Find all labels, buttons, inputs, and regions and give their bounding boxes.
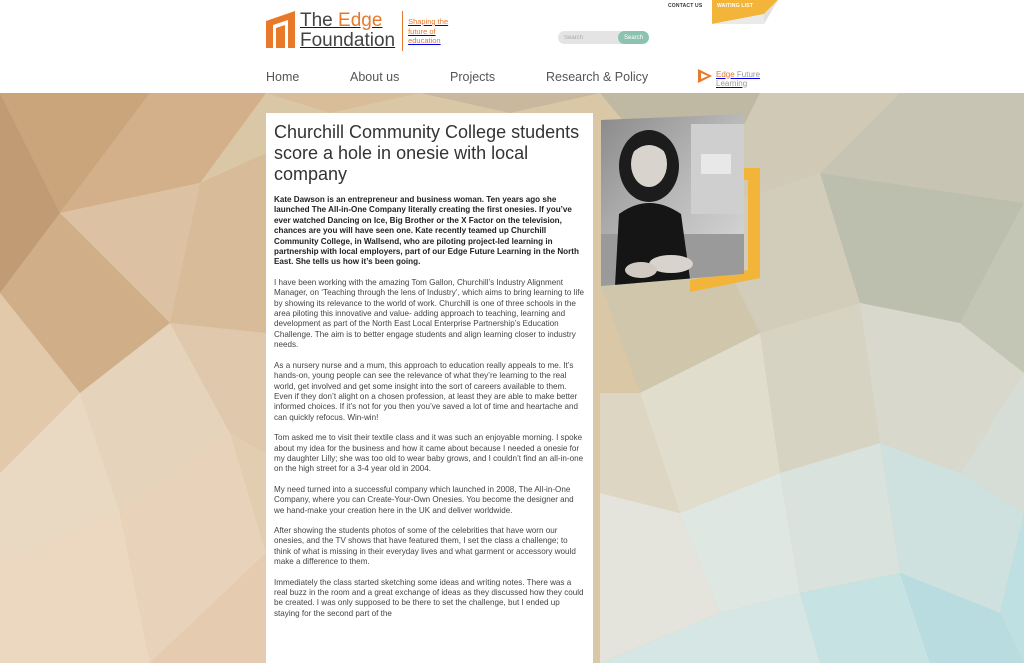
waiting-list-label: WAITING LIST <box>717 3 754 9</box>
author-photo <box>601 114 744 286</box>
efl-play-icon <box>697 68 713 89</box>
article-intro: Kate Dawson is an entrepreneur and business woman. Ten years ago she launched The All-in-One Company literally creating the first onesies. If you’ve ever watched Dancing on Ice, Big Brother or the X Factor on the television, chances are you will have seen one. Kate recently teamed up Churchill Community College, in Wallsend, who are piloting project-led learning in partnership with local employers, part of our Edge Future Learning in the North East. She tells us how it’s been going. <box>274 195 579 267</box>
contact-us-link[interactable]: CONTACT US <box>668 3 703 9</box>
site-tagline: Shaping the future of education <box>408 17 449 45</box>
article-panel <box>266 113 593 663</box>
search-input[interactable] <box>558 31 624 44</box>
nav-home[interactable]: Home <box>266 70 300 84</box>
article-paragraph: Tom asked me to visit their textile class and it was such an enjoyable morning. I spoke about my idea for the business and how it came about because I needed a onesie for my daughter Lilly; she was too old to wear baby grows, and I couldn’t find an all-in-one on the high street for a 3-4 year old in 2004. <box>274 433 584 474</box>
article-paragraph: I have been working with the amazing Tom Gallon, Churchill’s Industry Alignment Manager, on ‘Teaching through the lens of Industry’, which aims to bring learning to life by showing its relevance to the world of work. Churchill is one of three schools in the area piloting this innovative and value- adding approach to teaching, learning and development as part of the North East Local Enterprise Partnership’s Education Challenge. The aim is to better engage students and align learning closer to industry needs. <box>274 277 584 350</box>
site-header <box>0 0 1024 93</box>
site-logo[interactable] <box>266 11 460 51</box>
search-form <box>558 31 649 44</box>
logo-divider <box>402 11 403 51</box>
logo-wordmark: The Edge Foundation <box>300 10 396 51</box>
kate-dawson-portrait <box>601 114 744 286</box>
nav-projects[interactable]: Projects <box>450 70 496 84</box>
nav-research-policy[interactable]: Research & Policy <box>546 70 649 84</box>
efl-wordmark: Edge Future Learning <box>716 69 761 88</box>
nav-about-us[interactable]: About us <box>350 70 400 84</box>
search-button[interactable]: Search <box>618 31 649 44</box>
edge-future-learning-link[interactable] <box>697 68 760 89</box>
article-paragraph: My need turned into a successful company which launched in 2008, The All-in-One Company, where you can Create-Your-Own Onesies. You become the designer and we hand-make your creation here in the UK and deliver worldwide. <box>274 484 574 515</box>
article-paragraph: As a nursery nurse and a mum, this approach to education really appeals to me. It’s hands-on, young people can see the relevance of what they’re learning to the real world, get involved and get some insight into the sort of careers available to them. Even if they don’t alight on a chosen profession, at least they are able to make better informed choices. If it’s not for you then you’ve saved a lot of time and heartache and can quickly refocus. Win-win! <box>274 360 578 422</box>
main-nav <box>0 70 1024 86</box>
article-paragraph: Immediately the class started sketching some ideas and writing notes. There was a real buzz in the room and a great exchange of ideas as they discussed how they could be created. I was only supposed to be there to set the challenge, but I ended up staying for the second part of the <box>274 577 584 618</box>
article-paragraph: After showing the students photos of some of the celebrities that have worn our onesies, and the TV shows that have featured them, I set the class a challenge; to think of what is missing in their everyday lives and what garment or accessory would make a difference to them. <box>274 525 576 567</box>
article-title: Churchill Community College students score a hole in onesie with local company <box>274 122 580 184</box>
edge-logo-icon <box>266 11 295 48</box>
